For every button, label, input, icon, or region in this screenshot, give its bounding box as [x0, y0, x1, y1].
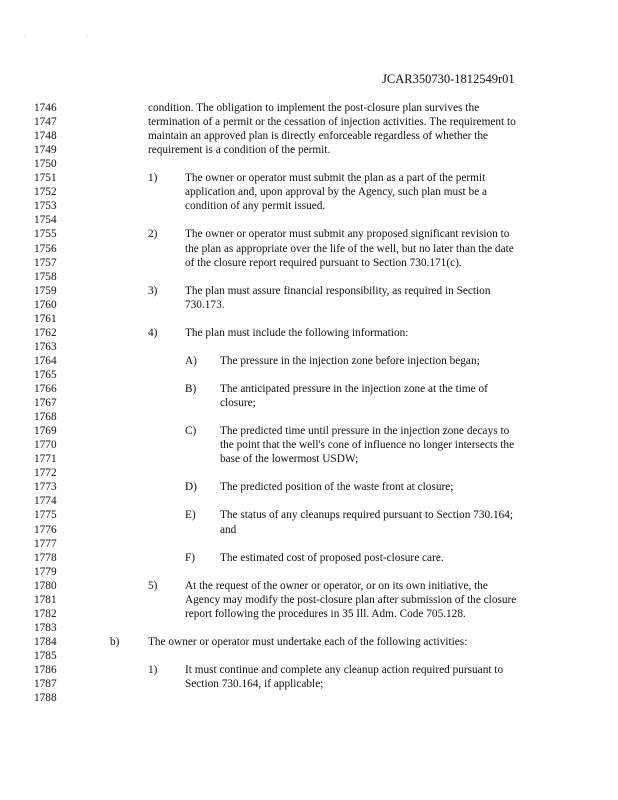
item-label: B)	[185, 383, 197, 395]
document-line	[0, 185, 618, 199]
line-number: 1757	[34, 256, 57, 269]
line-number: 1755	[34, 228, 57, 241]
document-line	[0, 326, 618, 340]
document-line	[0, 256, 618, 270]
document-line	[0, 565, 618, 579]
item-label: A)	[185, 354, 197, 367]
line-number: 1758	[34, 270, 57, 283]
line-number: 1756	[34, 242, 57, 255]
item-label: 1)	[148, 172, 158, 185]
line-number: 1749	[34, 144, 57, 157]
line-number: 1772	[34, 467, 57, 480]
document-line	[0, 635, 618, 649]
document-id: JCAR350730-1812549r01	[382, 72, 515, 86]
line-text: The plan must include the following information:	[185, 326, 409, 339]
line-number: 1750	[34, 158, 57, 171]
document-line	[0, 607, 618, 621]
line-text: requirement is a condition of the permit.	[148, 144, 331, 157]
line-number: 1773	[34, 481, 57, 494]
line-text: It must continue and complete any cleanup action required pursuant to	[185, 664, 504, 676]
item-label: 5)	[148, 579, 158, 592]
document-line	[0, 424, 618, 438]
document-line	[0, 382, 618, 396]
document-line	[0, 551, 618, 565]
document-line	[0, 691, 618, 705]
document-line	[0, 523, 618, 537]
line-text: The pressure in the injection zone before injection began;	[220, 354, 480, 367]
line-text: Section 730.164, if applicable;	[185, 678, 324, 691]
line-number: 1777	[34, 537, 57, 550]
line-number: 1785	[34, 649, 57, 662]
line-number: 1783	[34, 621, 57, 634]
line-number: 1788	[34, 692, 57, 705]
document-line	[0, 452, 618, 466]
item-label: 4)	[148, 326, 158, 339]
scan-marks: · ·	[24, 34, 119, 39]
document-line	[0, 649, 618, 663]
line-text: base of the lowermost USDW;	[220, 453, 359, 466]
document-line	[0, 115, 618, 129]
item-label: 1)	[148, 664, 158, 676]
document-line	[0, 396, 618, 410]
line-number: 1760	[34, 298, 57, 311]
line-text: The predicted time until pressure in the injection zone decays to	[220, 425, 510, 438]
line-number: 1771	[34, 453, 57, 466]
document-line	[0, 242, 618, 256]
line-number: 1761	[34, 312, 57, 325]
document-line	[0, 227, 618, 241]
document-line	[0, 466, 618, 480]
document-line	[0, 354, 618, 368]
line-number: 1751	[34, 172, 57, 185]
line-number: 1780	[34, 579, 57, 592]
line-text: of the closure report required pursuant to Section 730.171(c).	[185, 256, 462, 269]
line-number: 1775	[34, 509, 57, 522]
line-number: 1787	[34, 678, 57, 691]
document-line	[0, 284, 618, 298]
line-text: and	[220, 523, 237, 536]
line-number: 1768	[34, 411, 57, 424]
line-text: maintain an approved plan is directly enforceable regardless of whether the	[148, 130, 489, 143]
document-line	[0, 368, 618, 382]
line-number: 1748	[34, 130, 57, 143]
line-number: 1767	[34, 397, 57, 410]
line-text: The estimated cost of proposed post-closure care.	[220, 551, 444, 564]
document-line	[0, 438, 618, 452]
item-label: C)	[185, 425, 197, 438]
line-number: 1754	[34, 214, 57, 227]
document-line	[0, 199, 618, 213]
document-line	[0, 129, 618, 143]
line-text: The owner or operator must undertake each of the following activities:	[148, 635, 468, 648]
document-line	[0, 677, 618, 691]
line-text: the point that the well's cone of influence no longer intersects the	[220, 439, 515, 452]
line-number: 1752	[34, 186, 57, 199]
document-line	[0, 508, 618, 522]
line-number: 1763	[34, 340, 57, 353]
line-text: report following the procedures in 35 Ill. Adm. Code 705.128.	[185, 607, 466, 620]
document-line	[0, 270, 618, 284]
document-line	[0, 663, 618, 677]
line-number: 1770	[34, 439, 57, 452]
line-number: 1765	[34, 368, 57, 381]
line-text: closure;	[220, 397, 256, 410]
item-label: 3)	[148, 284, 158, 297]
line-number: 1778	[34, 551, 57, 564]
document-line	[0, 537, 618, 551]
item-label: 2)	[148, 228, 158, 241]
line-number: 1784	[34, 635, 57, 648]
document-line	[0, 312, 618, 326]
line-text: The anticipated pressure in the injection zone at the time of	[220, 383, 488, 395]
line-number: 1746	[34, 102, 57, 114]
document-line	[0, 621, 618, 635]
line-number: 1779	[34, 565, 57, 578]
line-text: Agency may modify the post-closure plan after submission of the closure	[185, 593, 517, 606]
document-line	[0, 298, 618, 312]
document-line	[0, 171, 618, 185]
line-number: 1786	[34, 664, 57, 676]
line-number: 1764	[34, 354, 57, 367]
document-line	[0, 593, 618, 607]
item-label: b)	[110, 635, 120, 648]
item-label: F)	[185, 551, 196, 564]
line-number: 1766	[34, 383, 57, 395]
line-number: 1762	[34, 326, 57, 339]
line-number: 1747	[34, 116, 57, 129]
document-line	[0, 494, 618, 508]
line-number: 1774	[34, 495, 57, 508]
line-number: 1781	[34, 593, 57, 606]
line-text: The plan must assure financial responsibility, as required in Section	[185, 284, 491, 297]
line-number: 1769	[34, 425, 57, 438]
line-text: 730.173.	[185, 298, 225, 311]
document-line	[0, 480, 618, 494]
item-label: E)	[185, 509, 196, 522]
line-text: The owner or operator must submit any proposed significant revision to	[185, 228, 510, 241]
line-text: The status of any cleanups required pursuant to Section 730.164;	[220, 509, 514, 522]
line-text: termination of a permit or the cessation of injection activities. The requirement to	[148, 116, 516, 129]
item-label: D)	[185, 481, 197, 494]
line-text: condition. The obligation to implement the post-closure plan survives the	[148, 102, 480, 114]
document-line	[0, 579, 618, 593]
document-line	[0, 143, 618, 157]
document-line	[0, 101, 618, 115]
line-number: 1759	[34, 284, 57, 297]
line-text: the plan as appropriate over the life of the well, but no later than the date	[185, 242, 514, 255]
line-number: 1776	[34, 523, 57, 536]
document-line	[0, 340, 618, 354]
line-text: application and, upon approval by the Agency, such plan must be a	[185, 186, 488, 199]
line-text: At the request of the owner or operator, or on its own initiative, the	[185, 579, 488, 592]
document-line	[0, 213, 618, 227]
document-line	[0, 157, 618, 171]
line-text: The predicted position of the waste front at closure;	[220, 481, 454, 494]
line-number: 1782	[34, 607, 57, 620]
document-line	[0, 410, 618, 424]
line-number: 1753	[34, 200, 57, 213]
line-text: condition of any permit issued.	[185, 200, 326, 213]
line-text: The owner or operator must submit the plan as a part of the permit	[185, 172, 486, 185]
